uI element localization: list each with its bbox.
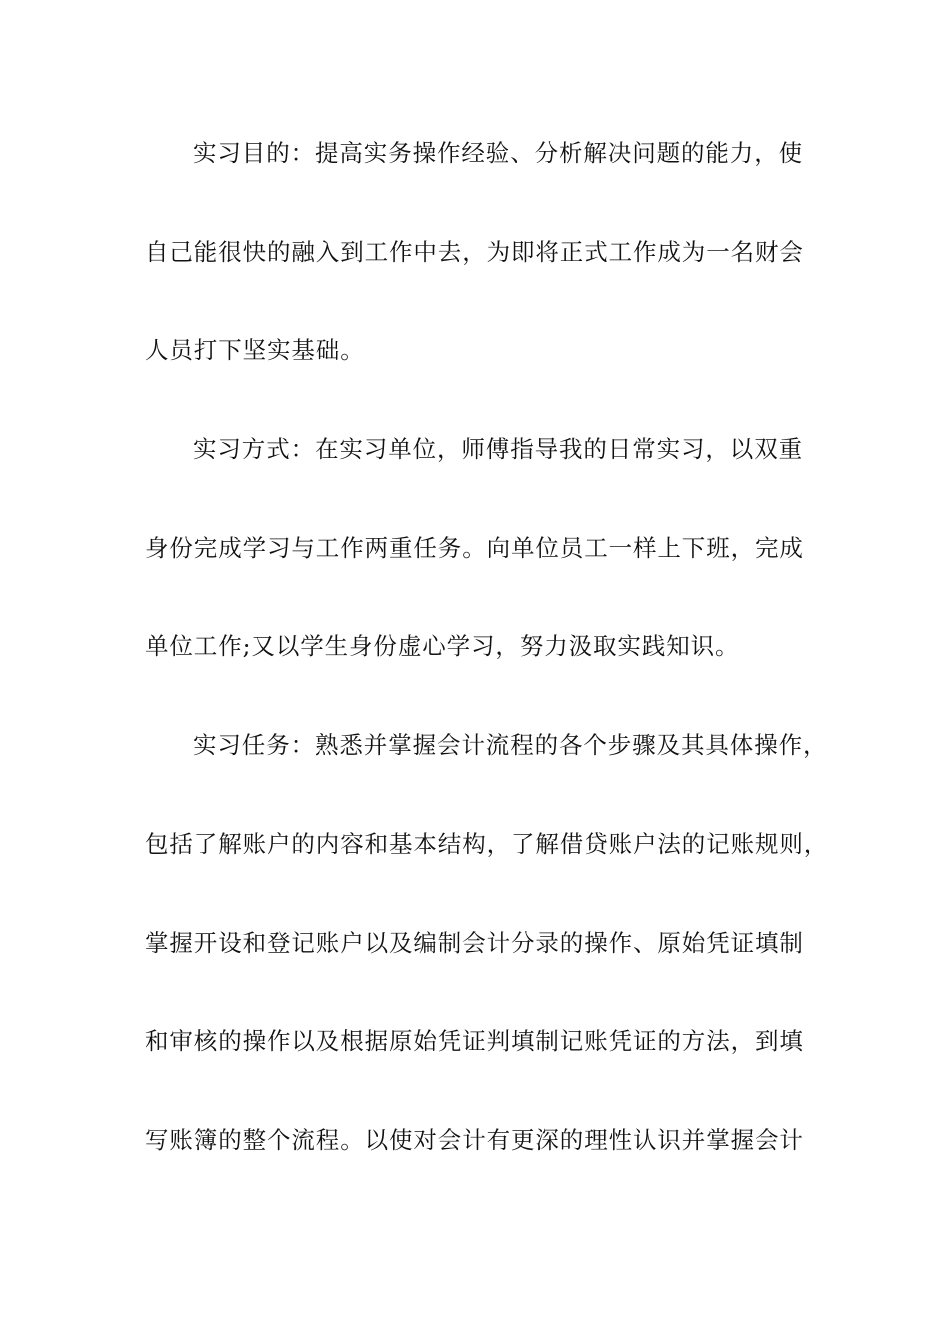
paragraph-method-line-3: 单位工作;又以学生身份虚心学习，努力汲取实践知识。 [145, 632, 740, 661]
paragraph-task-line-2: 包括了解账户的内容和基本结构，了解借贷账户法的记账规则， [145, 829, 829, 858]
body-text [145, 126, 829, 1212]
paragraph-purpose-line-3: 人员打下坚实基础。 [145, 336, 365, 365]
paragraph-task-line-3: 掌握开设和登记账户以及编制会计分录的操作、原始凭证填制 [145, 928, 804, 957]
paragraph-task-line-5: 写账簿的整个流程。以使对会计有更深的理性认识并掌握会计 [145, 1125, 804, 1154]
paragraph-purpose-line-1: 实习目的：提高实务操作经验、分析解决问题的能力，使 [193, 139, 803, 167]
paragraph-task-line-1: 实习任务：熟悉并掌握会计流程的各个步骤及其具体操作， [193, 731, 828, 760]
paragraph-method-line-2: 身份完成学习与工作两重任务。向单位员工一样上下班，完成 [145, 533, 804, 562]
paragraph-task-line-4: 和审核的操作以及根据原始凭证判填制记账凭证的方法，到填 [145, 1027, 804, 1056]
paragraph-method-line-1: 实习方式：在实习单位，师傅指导我的日常实习，以双重 [193, 435, 803, 464]
paragraph-purpose-line-2: 自己能很快的融入到工作中去，为即将正式工作成为一名财会 [145, 237, 804, 266]
